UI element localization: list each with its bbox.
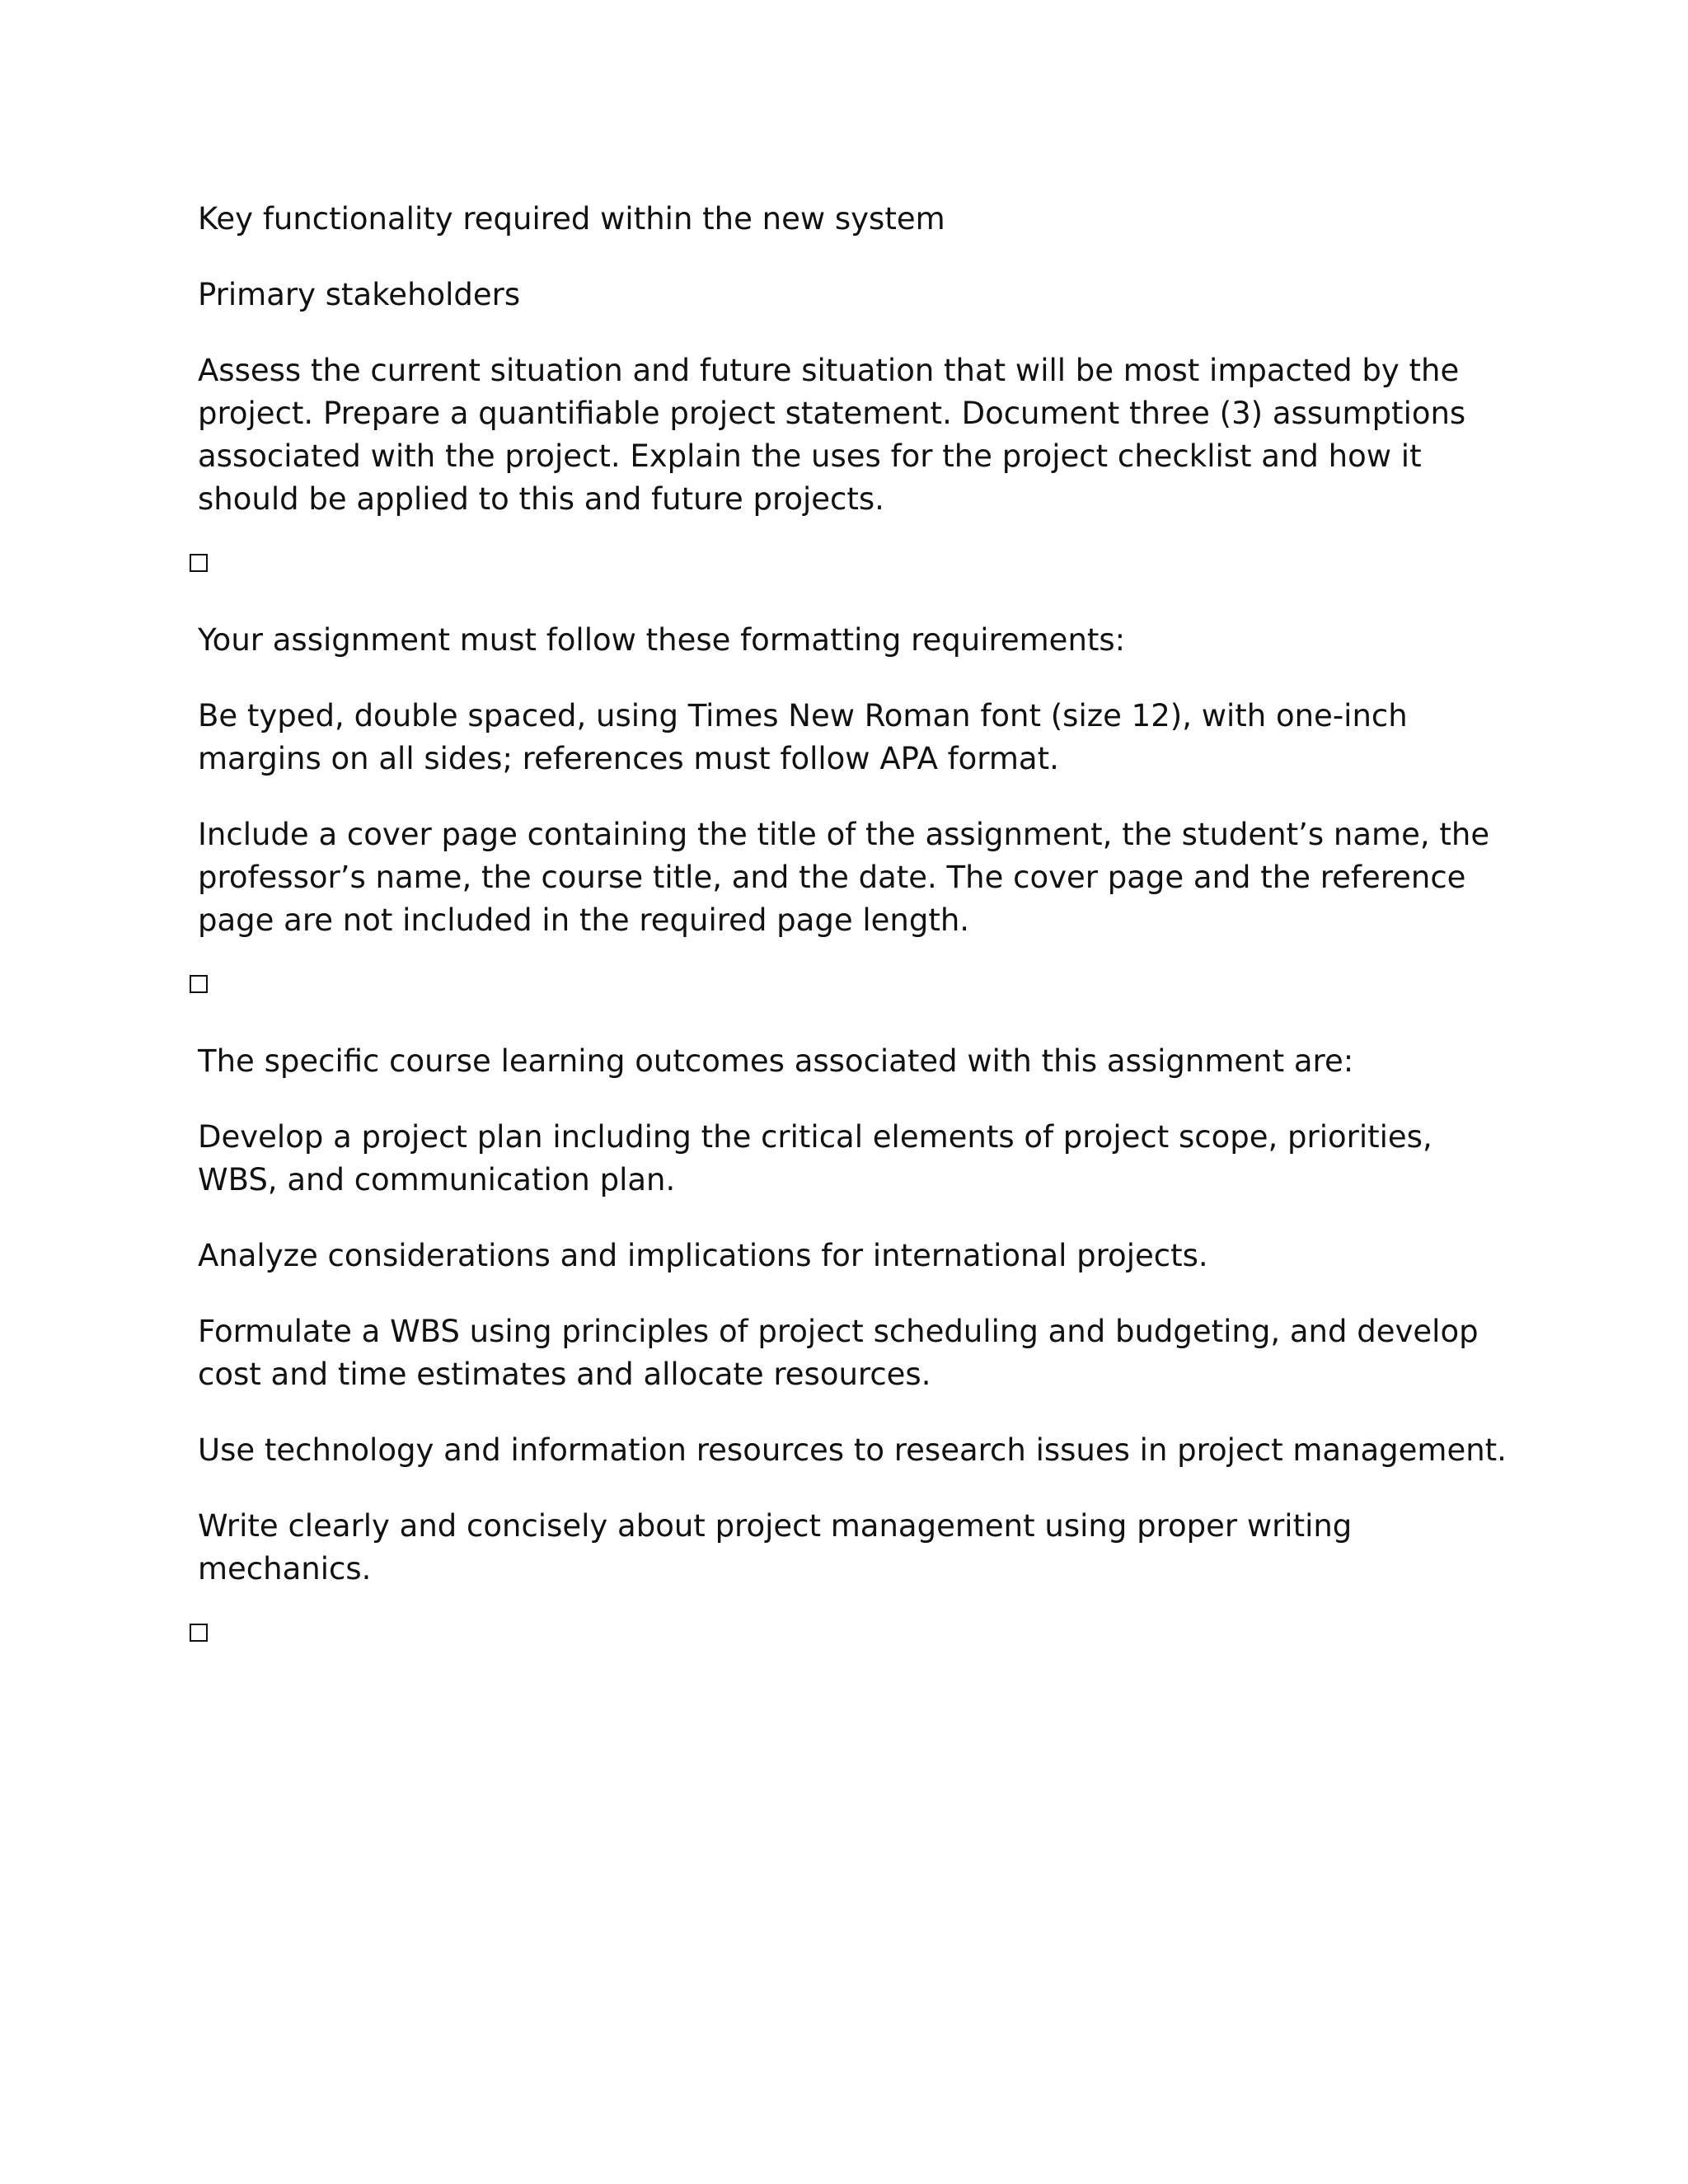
paragraph-learning-outcomes-heading: The specific course learning outcomes associated with this assignment are: (198, 1043, 1354, 1079)
paragraph-outcome-international: Analyze considerations and implications for international projects. (198, 1238, 1208, 1273)
paragraph-outcome-writing: Write clearly and concisely about project management using proper writing mechanics. (198, 1508, 1353, 1586)
empty-square-icon (190, 1624, 208, 1642)
paragraph-key-functionality: Key functionality required within the new system (198, 201, 945, 237)
paragraph-typing-requirements: Be typed, double spaced, using Times New Roman font (size 12), with one-inch margins on all sides; references must follow APA format. (198, 698, 1408, 776)
empty-square-icon (190, 554, 208, 572)
paragraph-outcome-wbs: Formulate a WBS using principles of project scheduling and budgeting, and develop cost and time estimates and allocate resources. (198, 1314, 1479, 1392)
paragraph-cover-page: Include a cover page containing the title of the assignment, the student’s name, the professor’s name, the course title, and the date. The cover page and the reference page are not included in the required page length. (198, 817, 1490, 938)
empty-square-icon (190, 975, 208, 993)
paragraph-assess-situation: Assess the current situation and future situation that will be most impacted by the project. Prepare a quantifiable project statement. Document three (3) assumptions associated with the project. Explain the uses for the project checklist and how it should be applied to this and future projects. (198, 353, 1466, 517)
paragraph-formatting-heading: Your assignment must follow these formatting requirements: (198, 622, 1126, 658)
paragraph-outcome-project-plan: Develop a project plan including the critical elements of project scope, priorities, WBS, and communication plan. (198, 1119, 1432, 1197)
paragraph-outcome-technology: Use technology and information resources to research issues in project management. (198, 1432, 1507, 1468)
paragraph-primary-stakeholders: Primary stakeholders (198, 277, 521, 312)
document-body (198, 198, 1517, 1689)
